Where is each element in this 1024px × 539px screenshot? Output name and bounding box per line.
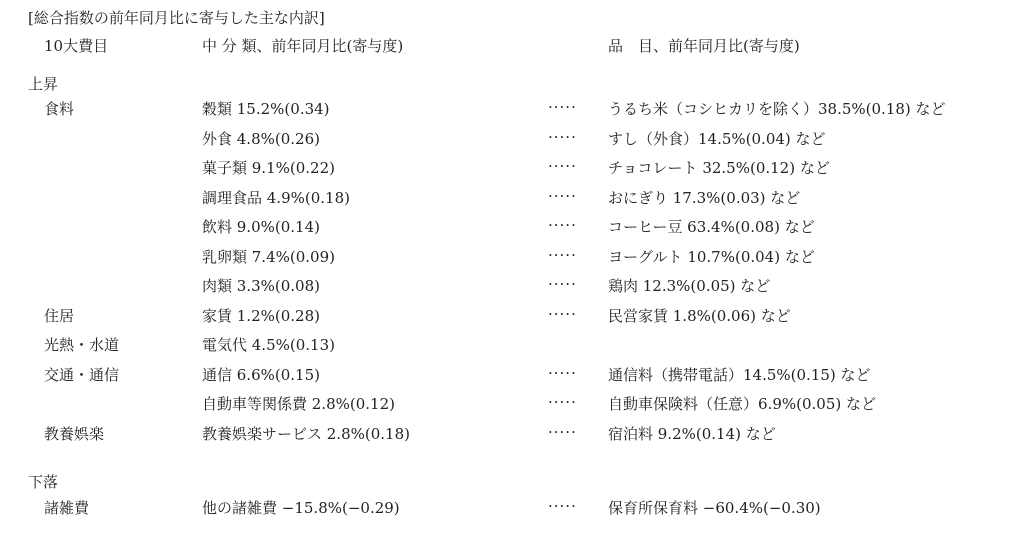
section-label-fall: 下落: [28, 473, 59, 491]
leader-dots: ·····: [548, 305, 577, 323]
item: すし（外食）14.5%(0.04) など: [608, 130, 826, 148]
table-row: [0, 305, 1024, 325]
leader-dots: ·····: [548, 128, 577, 146]
item: 宿泊料 9.2%(0.14) など: [608, 425, 776, 443]
item: 鶏肉 12.3%(0.05) など: [608, 277, 771, 295]
leader-dots: ·····: [548, 157, 577, 175]
table-row: [0, 157, 1024, 177]
mid-category: 通信 6.6%(0.15): [202, 366, 320, 384]
mid-category: 肉類 3.3%(0.08): [202, 277, 320, 295]
mid-category: 家賃 1.2%(0.28): [202, 307, 320, 325]
leader-dots: ·····: [548, 393, 577, 411]
header-item: 品 目、前年同月比(寄与度): [608, 37, 800, 55]
mid-category: 教養娯楽サービス 2.8%(0.18): [202, 425, 410, 443]
mid-category: 自動車等関係費 2.8%(0.12): [202, 395, 395, 413]
major-category: 諸雑費: [44, 499, 90, 517]
mid-category: 外食 4.8%(0.26): [202, 130, 320, 148]
major-category: 食料: [44, 100, 75, 118]
table-row: [0, 423, 1024, 443]
leader-dots: ·····: [548, 423, 577, 441]
leader-dots: ·····: [548, 275, 577, 293]
table-row: [0, 128, 1024, 148]
table-row: [0, 187, 1024, 207]
item: おにぎり 17.3%(0.03) など: [608, 189, 801, 207]
item: うるち米（コシヒカリを除く）38.5%(0.18) など: [608, 100, 946, 118]
major-category: 住居: [44, 307, 75, 325]
mid-category: 他の諸雑費 −15.8%(−0.29): [202, 499, 400, 517]
item: ヨーグルト 10.7%(0.04) など: [608, 248, 815, 266]
mid-category: 電気代 4.5%(0.13): [202, 336, 335, 354]
leader-dots: ·····: [548, 497, 577, 515]
mid-category: 調理食品 4.9%(0.18): [202, 189, 350, 207]
table-row: [0, 334, 1024, 354]
major-category: 交通・通信: [44, 366, 120, 384]
mid-category: 乳卵類 7.4%(0.09): [202, 248, 335, 266]
mid-category: 菓子類 9.1%(0.22): [202, 159, 335, 177]
leader-dots: ·····: [548, 187, 577, 205]
table-row: [0, 393, 1024, 413]
item: チョコレート 32.5%(0.12) など: [608, 159, 830, 177]
leader-dots: ·····: [548, 246, 577, 264]
major-category: 教養娯楽: [44, 425, 105, 443]
table-row: [0, 216, 1024, 236]
table-row: [0, 364, 1024, 384]
table-row: [0, 497, 1024, 517]
leader-dots: ·····: [548, 98, 577, 116]
table-row: [0, 98, 1024, 118]
mid-category: 穀類 15.2%(0.34): [202, 100, 330, 118]
table-row: [0, 275, 1024, 295]
item: 自動車保険料（任意）6.9%(0.05) など: [608, 395, 876, 413]
item: 民営家賃 1.8%(0.06) など: [608, 307, 791, 325]
item: コーヒー豆 63.4%(0.08) など: [608, 218, 815, 236]
leader-dots: ·····: [548, 364, 577, 382]
header-major-category: 10大費目: [44, 37, 109, 55]
table-row: [0, 246, 1024, 266]
item: 通信料（携帯電話）14.5%(0.15) など: [608, 366, 871, 384]
header-mid-category: 中 分 類、前年同月比(寄与度): [202, 37, 404, 55]
major-category: 光熱・水道: [44, 336, 120, 354]
leader-dots: ·····: [548, 216, 577, 234]
mid-category: 飲料 9.0%(0.14): [202, 218, 320, 236]
document-title: [総合指数の前年同月比に寄与した主な内訳]: [28, 9, 325, 27]
section-label-rise: 上昇: [28, 75, 59, 93]
item: 保育所保育料 −60.4%(−0.30): [608, 499, 821, 517]
